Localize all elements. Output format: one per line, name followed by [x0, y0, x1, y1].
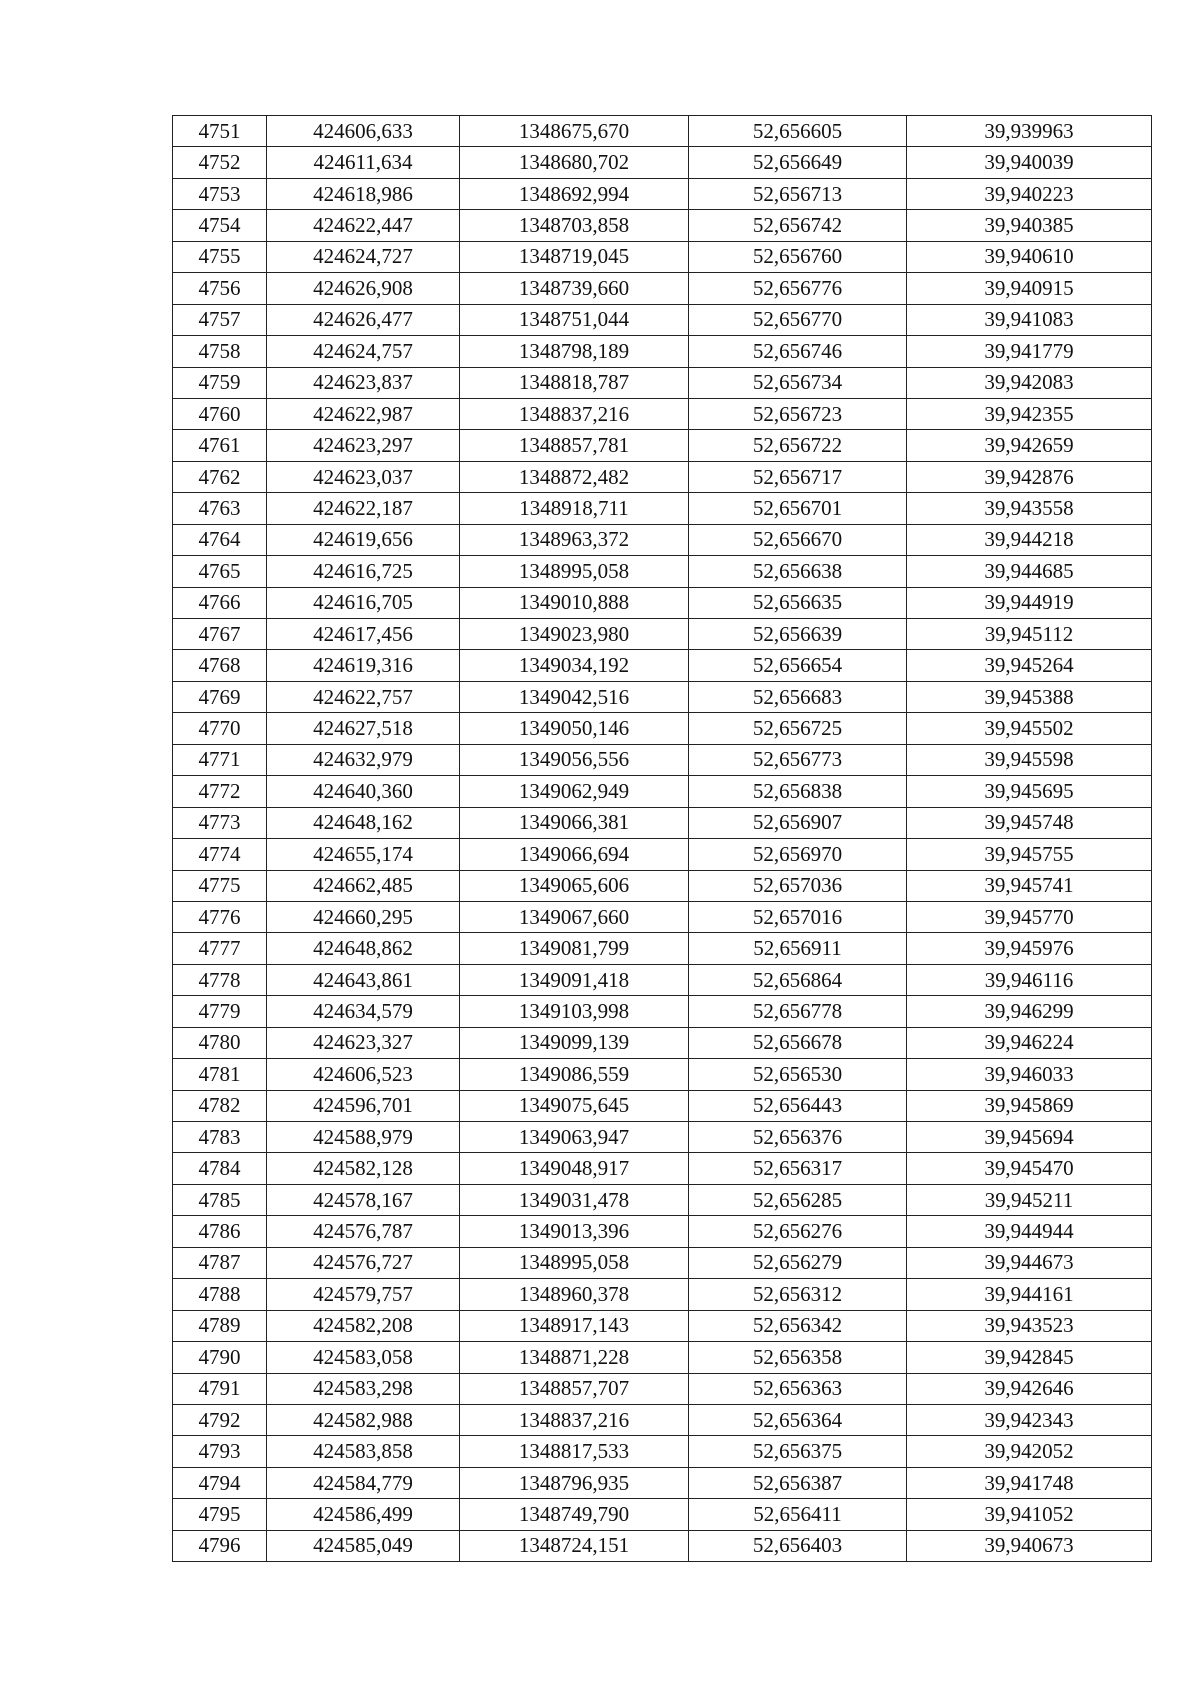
x-coordinate-cell: 424617,456: [267, 619, 460, 650]
point-number-cell: 4775: [173, 870, 267, 901]
x-coordinate-cell: 424622,187: [267, 493, 460, 524]
x-coordinate-cell: 424611,634: [267, 147, 460, 178]
y-coordinate-cell: 1348837,216: [460, 1404, 689, 1435]
latitude-cell: 52,656279: [689, 1247, 907, 1278]
longitude-cell: 39,940610: [907, 241, 1152, 272]
longitude-cell: 39,945112: [907, 619, 1152, 650]
y-coordinate-cell: 1349031,478: [460, 1184, 689, 1215]
y-coordinate-cell: 1348995,058: [460, 556, 689, 587]
longitude-cell: 39,945976: [907, 933, 1152, 964]
table-row: [173, 147, 1152, 178]
longitude-cell: 39,940385: [907, 210, 1152, 241]
latitude-cell: 52,656776: [689, 273, 907, 304]
point-number-cell: 4763: [173, 493, 267, 524]
y-coordinate-cell: 1348818,787: [460, 367, 689, 398]
y-coordinate-cell: 1348872,482: [460, 461, 689, 492]
point-number-cell: 4756: [173, 273, 267, 304]
longitude-cell: 39,942052: [907, 1436, 1152, 1467]
x-coordinate-cell: 424582,988: [267, 1404, 460, 1435]
latitude-cell: 52,656742: [689, 210, 907, 241]
point-number-cell: 4764: [173, 524, 267, 555]
x-coordinate-cell: 424626,477: [267, 304, 460, 335]
latitude-cell: 52,656773: [689, 744, 907, 775]
latitude-cell: 52,656358: [689, 1342, 907, 1373]
longitude-cell: 39,940223: [907, 178, 1152, 209]
point-number-cell: 4786: [173, 1216, 267, 1247]
longitude-cell: 39,945770: [907, 901, 1152, 932]
latitude-cell: 52,656911: [689, 933, 907, 964]
table-row: [173, 587, 1152, 618]
x-coordinate-cell: 424622,987: [267, 398, 460, 429]
longitude-cell: 39,942845: [907, 1342, 1152, 1373]
latitude-cell: 52,656725: [689, 713, 907, 744]
x-coordinate-cell: 424623,297: [267, 430, 460, 461]
longitude-cell: 39,943523: [907, 1310, 1152, 1341]
longitude-cell: 39,942083: [907, 367, 1152, 398]
y-coordinate-cell: 1348719,045: [460, 241, 689, 272]
longitude-cell: 39,940673: [907, 1530, 1152, 1561]
table-row: [173, 1467, 1152, 1498]
latitude-cell: 52,656746: [689, 336, 907, 367]
table-row: [173, 493, 1152, 524]
longitude-cell: 39,942355: [907, 398, 1152, 429]
latitude-cell: 52,656864: [689, 964, 907, 995]
x-coordinate-cell: 424627,518: [267, 713, 460, 744]
point-number-cell: 4770: [173, 713, 267, 744]
point-number-cell: 4778: [173, 964, 267, 995]
x-coordinate-cell: 424583,298: [267, 1373, 460, 1404]
latitude-cell: 52,656403: [689, 1530, 907, 1561]
x-coordinate-cell: 424606,523: [267, 1059, 460, 1090]
longitude-cell: 39,942343: [907, 1404, 1152, 1435]
point-number-cell: 4783: [173, 1122, 267, 1153]
x-coordinate-cell: 424586,499: [267, 1499, 460, 1530]
y-coordinate-cell: 1348857,707: [460, 1373, 689, 1404]
table-row: [173, 996, 1152, 1027]
latitude-cell: 52,656701: [689, 493, 907, 524]
table-row: [173, 241, 1152, 272]
point-number-cell: 4766: [173, 587, 267, 618]
point-number-cell: 4774: [173, 839, 267, 870]
table-row: [173, 1247, 1152, 1278]
longitude-cell: 39,945869: [907, 1090, 1152, 1121]
x-coordinate-cell: 424634,579: [267, 996, 460, 1027]
table-row: [173, 1279, 1152, 1310]
longitude-cell: 39,945695: [907, 776, 1152, 807]
longitude-cell: 39,942646: [907, 1373, 1152, 1404]
longitude-cell: 39,945388: [907, 681, 1152, 712]
table-row: [173, 1499, 1152, 1530]
x-coordinate-cell: 424582,208: [267, 1310, 460, 1341]
point-number-cell: 4757: [173, 304, 267, 335]
x-coordinate-cell: 424640,360: [267, 776, 460, 807]
x-coordinate-cell: 424622,757: [267, 681, 460, 712]
x-coordinate-cell: 424584,779: [267, 1467, 460, 1498]
table-row: [173, 273, 1152, 304]
latitude-cell: 52,656443: [689, 1090, 907, 1121]
point-number-cell: 4796: [173, 1530, 267, 1561]
point-number-cell: 4768: [173, 650, 267, 681]
x-coordinate-cell: 424619,316: [267, 650, 460, 681]
table-row: [173, 1530, 1152, 1561]
table-row: [173, 398, 1152, 429]
point-number-cell: 4754: [173, 210, 267, 241]
longitude-cell: 39,946116: [907, 964, 1152, 995]
coordinates-table-body: [173, 116, 1152, 1562]
point-number-cell: 4777: [173, 933, 267, 964]
point-number-cell: 4789: [173, 1310, 267, 1341]
table-row: [173, 556, 1152, 587]
x-coordinate-cell: 424626,908: [267, 273, 460, 304]
latitude-cell: 52,656683: [689, 681, 907, 712]
longitude-cell: 39,945598: [907, 744, 1152, 775]
longitude-cell: 39,944218: [907, 524, 1152, 555]
y-coordinate-cell: 1348692,994: [460, 178, 689, 209]
y-coordinate-cell: 1349013,396: [460, 1216, 689, 1247]
table-row: [173, 1342, 1152, 1373]
y-coordinate-cell: 1348837,216: [460, 398, 689, 429]
latitude-cell: 52,656734: [689, 367, 907, 398]
x-coordinate-cell: 424576,727: [267, 1247, 460, 1278]
longitude-cell: 39,945502: [907, 713, 1152, 744]
point-number-cell: 4769: [173, 681, 267, 712]
x-coordinate-cell: 424662,485: [267, 870, 460, 901]
table-row: [173, 367, 1152, 398]
y-coordinate-cell: 1348963,372: [460, 524, 689, 555]
x-coordinate-cell: 424632,979: [267, 744, 460, 775]
table-row: [173, 461, 1152, 492]
latitude-cell: 52,656312: [689, 1279, 907, 1310]
latitude-cell: 52,656363: [689, 1373, 907, 1404]
point-number-cell: 4784: [173, 1153, 267, 1184]
table-row: [173, 524, 1152, 555]
table-row: [173, 619, 1152, 650]
table-row: [173, 1373, 1152, 1404]
latitude-cell: 52,656411: [689, 1499, 907, 1530]
x-coordinate-cell: 424623,327: [267, 1027, 460, 1058]
table-row: [173, 1436, 1152, 1467]
point-number-cell: 4780: [173, 1027, 267, 1058]
table-row: [173, 713, 1152, 744]
point-number-cell: 4751: [173, 116, 267, 147]
table-row: [173, 210, 1152, 241]
point-number-cell: 4761: [173, 430, 267, 461]
x-coordinate-cell: 424606,633: [267, 116, 460, 147]
x-coordinate-cell: 424623,837: [267, 367, 460, 398]
x-coordinate-cell: 424648,862: [267, 933, 460, 964]
y-coordinate-cell: 1349034,192: [460, 650, 689, 681]
y-coordinate-cell: 1348724,151: [460, 1530, 689, 1561]
point-number-cell: 4762: [173, 461, 267, 492]
table-row: [173, 901, 1152, 932]
latitude-cell: 52,656285: [689, 1184, 907, 1215]
longitude-cell: 39,946224: [907, 1027, 1152, 1058]
longitude-cell: 39,940039: [907, 147, 1152, 178]
y-coordinate-cell: 1349042,516: [460, 681, 689, 712]
longitude-cell: 39,945741: [907, 870, 1152, 901]
table-row: [173, 1090, 1152, 1121]
y-coordinate-cell: 1349086,559: [460, 1059, 689, 1090]
x-coordinate-cell: 424596,701: [267, 1090, 460, 1121]
latitude-cell: 52,656317: [689, 1153, 907, 1184]
longitude-cell: 39,945755: [907, 839, 1152, 870]
point-number-cell: 4759: [173, 367, 267, 398]
latitude-cell: 52,657016: [689, 901, 907, 932]
latitude-cell: 52,656375: [689, 1436, 907, 1467]
longitude-cell: 39,944919: [907, 587, 1152, 618]
table-row: [173, 116, 1152, 147]
table-row: [173, 744, 1152, 775]
point-number-cell: 4785: [173, 1184, 267, 1215]
table-row: [173, 650, 1152, 681]
longitude-cell: 39,943558: [907, 493, 1152, 524]
y-coordinate-cell: 1349010,888: [460, 587, 689, 618]
latitude-cell: 52,656276: [689, 1216, 907, 1247]
table-row: [173, 776, 1152, 807]
y-coordinate-cell: 1348675,670: [460, 116, 689, 147]
longitude-cell: 39,946299: [907, 996, 1152, 1027]
x-coordinate-cell: 424582,128: [267, 1153, 460, 1184]
longitude-cell: 39,939963: [907, 116, 1152, 147]
latitude-cell: 52,656638: [689, 556, 907, 587]
latitude-cell: 52,656376: [689, 1122, 907, 1153]
x-coordinate-cell: 424576,787: [267, 1216, 460, 1247]
latitude-cell: 52,656342: [689, 1310, 907, 1341]
longitude-cell: 39,941052: [907, 1499, 1152, 1530]
longitude-cell: 39,944944: [907, 1216, 1152, 1247]
x-coordinate-cell: 424643,861: [267, 964, 460, 995]
x-coordinate-cell: 424655,174: [267, 839, 460, 870]
latitude-cell: 52,656530: [689, 1059, 907, 1090]
y-coordinate-cell: 1349103,998: [460, 996, 689, 1027]
table-row: [173, 1153, 1152, 1184]
point-number-cell: 4781: [173, 1059, 267, 1090]
y-coordinate-cell: 1349050,146: [460, 713, 689, 744]
y-coordinate-cell: 1349099,139: [460, 1027, 689, 1058]
y-coordinate-cell: 1349056,556: [460, 744, 689, 775]
latitude-cell: 52,656635: [689, 587, 907, 618]
point-number-cell: 4760: [173, 398, 267, 429]
y-coordinate-cell: 1349062,949: [460, 776, 689, 807]
x-coordinate-cell: 424648,162: [267, 807, 460, 838]
x-coordinate-cell: 424624,757: [267, 336, 460, 367]
latitude-cell: 52,656770: [689, 304, 907, 335]
y-coordinate-cell: 1348960,378: [460, 1279, 689, 1310]
x-coordinate-cell: 424583,858: [267, 1436, 460, 1467]
table-row: [173, 304, 1152, 335]
table-row: [173, 839, 1152, 870]
table-row: [173, 681, 1152, 712]
y-coordinate-cell: 1348817,533: [460, 1436, 689, 1467]
latitude-cell: 52,656713: [689, 178, 907, 209]
y-coordinate-cell: 1348739,660: [460, 273, 689, 304]
point-number-cell: 4773: [173, 807, 267, 838]
longitude-cell: 39,941748: [907, 1467, 1152, 1498]
x-coordinate-cell: 424623,037: [267, 461, 460, 492]
y-coordinate-cell: 1349048,917: [460, 1153, 689, 1184]
table-row: [173, 933, 1152, 964]
latitude-cell: 52,656760: [689, 241, 907, 272]
y-coordinate-cell: 1349075,645: [460, 1090, 689, 1121]
x-coordinate-cell: 424578,167: [267, 1184, 460, 1215]
longitude-cell: 39,941779: [907, 336, 1152, 367]
point-number-cell: 4771: [173, 744, 267, 775]
x-coordinate-cell: 424588,979: [267, 1122, 460, 1153]
y-coordinate-cell: 1348796,935: [460, 1467, 689, 1498]
table-row: [173, 336, 1152, 367]
longitude-cell: 39,945470: [907, 1153, 1152, 1184]
y-coordinate-cell: 1349065,606: [460, 870, 689, 901]
table-row: [173, 1122, 1152, 1153]
latitude-cell: 52,656970: [689, 839, 907, 870]
latitude-cell: 52,656838: [689, 776, 907, 807]
latitude-cell: 52,657036: [689, 870, 907, 901]
y-coordinate-cell: 1348749,790: [460, 1499, 689, 1530]
point-number-cell: 4791: [173, 1373, 267, 1404]
y-coordinate-cell: 1349091,418: [460, 964, 689, 995]
latitude-cell: 52,656778: [689, 996, 907, 1027]
latitude-cell: 52,656722: [689, 430, 907, 461]
longitude-cell: 39,941083: [907, 304, 1152, 335]
longitude-cell: 39,944161: [907, 1279, 1152, 1310]
point-number-cell: 4790: [173, 1342, 267, 1373]
latitude-cell: 52,656387: [689, 1467, 907, 1498]
longitude-cell: 39,945211: [907, 1184, 1152, 1215]
y-coordinate-cell: 1348871,228: [460, 1342, 689, 1373]
point-number-cell: 4765: [173, 556, 267, 587]
y-coordinate-cell: 1349023,980: [460, 619, 689, 650]
y-coordinate-cell: 1348995,058: [460, 1247, 689, 1278]
point-number-cell: 4758: [173, 336, 267, 367]
table-row: [173, 178, 1152, 209]
table-row: [173, 964, 1152, 995]
longitude-cell: 39,942659: [907, 430, 1152, 461]
table-row: [173, 1310, 1152, 1341]
point-number-cell: 4792: [173, 1404, 267, 1435]
x-coordinate-cell: 424583,058: [267, 1342, 460, 1373]
latitude-cell: 52,656907: [689, 807, 907, 838]
point-number-cell: 4755: [173, 241, 267, 272]
y-coordinate-cell: 1348918,711: [460, 493, 689, 524]
latitude-cell: 52,656717: [689, 461, 907, 492]
x-coordinate-cell: 424579,757: [267, 1279, 460, 1310]
point-number-cell: 4788: [173, 1279, 267, 1310]
y-coordinate-cell: 1349067,660: [460, 901, 689, 932]
table-row: [173, 1216, 1152, 1247]
latitude-cell: 52,656605: [689, 116, 907, 147]
point-number-cell: 4794: [173, 1467, 267, 1498]
y-coordinate-cell: 1348703,858: [460, 210, 689, 241]
point-number-cell: 4776: [173, 901, 267, 932]
point-number-cell: 4782: [173, 1090, 267, 1121]
latitude-cell: 52,656364: [689, 1404, 907, 1435]
longitude-cell: 39,945694: [907, 1122, 1152, 1153]
table-row: [173, 1184, 1152, 1215]
point-number-cell: 4793: [173, 1436, 267, 1467]
point-number-cell: 4753: [173, 178, 267, 209]
latitude-cell: 52,656639: [689, 619, 907, 650]
y-coordinate-cell: 1349066,694: [460, 839, 689, 870]
point-number-cell: 4779: [173, 996, 267, 1027]
point-number-cell: 4795: [173, 1499, 267, 1530]
table-row: [173, 1404, 1152, 1435]
point-number-cell: 4752: [173, 147, 267, 178]
point-number-cell: 4787: [173, 1247, 267, 1278]
point-number-cell: 4772: [173, 776, 267, 807]
latitude-cell: 52,656649: [689, 147, 907, 178]
longitude-cell: 39,945748: [907, 807, 1152, 838]
x-coordinate-cell: 424624,727: [267, 241, 460, 272]
longitude-cell: 39,945264: [907, 650, 1152, 681]
y-coordinate-cell: 1349081,799: [460, 933, 689, 964]
x-coordinate-cell: 424622,447: [267, 210, 460, 241]
table-row: [173, 1059, 1152, 1090]
y-coordinate-cell: 1348680,702: [460, 147, 689, 178]
x-coordinate-cell: 424618,986: [267, 178, 460, 209]
table-row: [173, 1027, 1152, 1058]
table-row: [173, 870, 1152, 901]
x-coordinate-cell: 424616,705: [267, 587, 460, 618]
x-coordinate-cell: 424585,049: [267, 1530, 460, 1561]
x-coordinate-cell: 424616,725: [267, 556, 460, 587]
y-coordinate-cell: 1349066,381: [460, 807, 689, 838]
longitude-cell: 39,940915: [907, 273, 1152, 304]
x-coordinate-cell: 424619,656: [267, 524, 460, 555]
longitude-cell: 39,944673: [907, 1247, 1152, 1278]
latitude-cell: 52,656654: [689, 650, 907, 681]
table-row: [173, 430, 1152, 461]
coordinates-table: [172, 115, 1152, 1562]
point-number-cell: 4767: [173, 619, 267, 650]
longitude-cell: 39,942876: [907, 461, 1152, 492]
y-coordinate-cell: 1349063,947: [460, 1122, 689, 1153]
latitude-cell: 52,656670: [689, 524, 907, 555]
y-coordinate-cell: 1348917,143: [460, 1310, 689, 1341]
x-coordinate-cell: 424660,295: [267, 901, 460, 932]
longitude-cell: 39,946033: [907, 1059, 1152, 1090]
latitude-cell: 52,656723: [689, 398, 907, 429]
latitude-cell: 52,656678: [689, 1027, 907, 1058]
y-coordinate-cell: 1348751,044: [460, 304, 689, 335]
longitude-cell: 39,944685: [907, 556, 1152, 587]
y-coordinate-cell: 1348857,781: [460, 430, 689, 461]
table-row: [173, 807, 1152, 838]
y-coordinate-cell: 1348798,189: [460, 336, 689, 367]
